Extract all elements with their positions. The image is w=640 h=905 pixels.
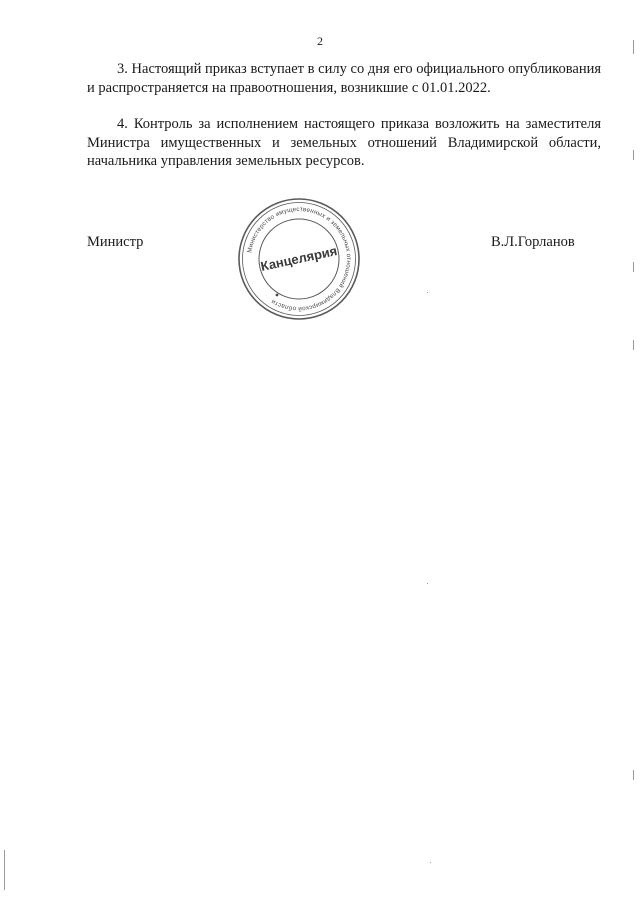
- scan-speck: [430, 862, 431, 863]
- stamp-center-text: Канцелярия: [259, 243, 339, 274]
- paragraph-3-number: 3.: [117, 61, 128, 77]
- office-stamp: [235, 195, 363, 323]
- scan-artifact: [633, 40, 634, 54]
- stamp-ring-text: Министерство имущественных и земельных отношений Владимирской области: [246, 205, 353, 313]
- stamp-dot-icon: [276, 294, 279, 297]
- signatory-position: Министр: [87, 234, 144, 250]
- paragraph-4: [87, 115, 601, 171]
- paragraph-3-text: Настоящий приказ вступает в силу со дня его официального опубликования и распространяется на правоотношения, возникшие с 01.01.2022.: [87, 61, 602, 96]
- page-number: 2: [317, 34, 323, 48]
- scan-speck: [427, 583, 428, 584]
- scan-artifact: [633, 150, 634, 160]
- scan-artifact: [633, 340, 634, 350]
- paragraph-3: [87, 60, 601, 97]
- paragraph-4-number: 4.: [117, 116, 128, 132]
- scan-artifact: [4, 850, 5, 890]
- scan-speck: [427, 292, 428, 293]
- signatory-name: В.Л.Горланов: [491, 234, 575, 250]
- paragraph-4-text: Контроль за исполнением настоящего приказа возложить на заместителя Министра имущественных и земельных отношений Владимирской области, начальника управления земельных ресурсов.: [87, 116, 601, 169]
- scan-artifact: [633, 770, 634, 780]
- scan-artifact: [633, 262, 634, 272]
